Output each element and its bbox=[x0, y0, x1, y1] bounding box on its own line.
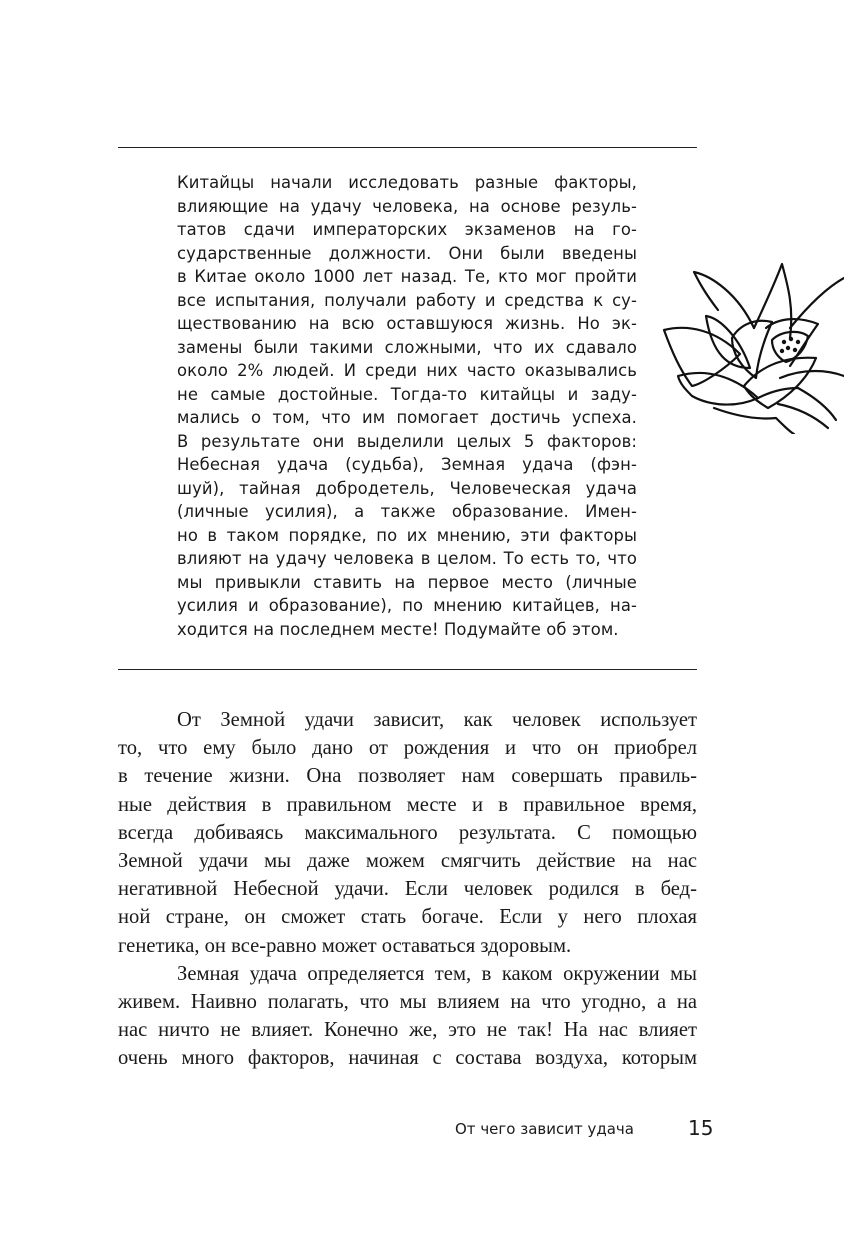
sidebar-line: Небесная удача (судьба), Земная удача (фэн- bbox=[177, 455, 637, 474]
sidebar-line: влияют на удачу человека в целом. То есть то, что bbox=[177, 549, 637, 568]
body-line: живем. Наивно полагать, что мы влияем на что угодно, а на bbox=[118, 991, 697, 1014]
sidebar-line: ществованию на всю оставшуюся жизнь. Но эк- bbox=[177, 314, 637, 333]
body-line: ной стране, он сможет стать богаче. Если у него плохая bbox=[118, 906, 697, 929]
sidebar-line: но в таком порядке, по их мнению, эти факторы bbox=[177, 525, 637, 545]
sidebar-top-rule bbox=[118, 147, 697, 148]
body-line: то, что ему было дано от рождения и что он приобрел bbox=[118, 737, 697, 760]
sidebar-line: около 2% людей. И среди них часто оказывались bbox=[177, 361, 637, 380]
body-line: Земная удача определяется тем, в каком окружении мы bbox=[177, 962, 697, 985]
sidebar-line: замены были такими сложными, что их сдавало bbox=[177, 337, 637, 357]
sidebar-line: мы привыкли ставить на первое место (личные bbox=[177, 572, 637, 592]
sidebar-line: мались о том, что им помогает достичь успеха. bbox=[177, 408, 637, 427]
body-line: всегда добиваясь максимального результата. С помощью bbox=[118, 821, 697, 844]
body-line: нас ничто не влияет. Конечно же, это не так! На нас влияет bbox=[118, 1019, 697, 1042]
body-line: негативной Небесной удачи. Если человек родился в бед- bbox=[118, 878, 697, 901]
sidebar-line: Китайцы начали исследовать разные факторы, bbox=[177, 173, 637, 192]
sidebar-line: все испытания, получали работу и средства к су- bbox=[177, 290, 637, 310]
body-line: очень много факторов, начиная с состава воздуха, которым bbox=[118, 1047, 697, 1070]
lotus-icon bbox=[658, 258, 844, 434]
sidebar-line: ходится на последнем месте! Подумайте об этом. bbox=[177, 619, 619, 639]
body-text bbox=[118, 706, 697, 1073]
sidebar-line: шуй), тайная добродетель, Человеческая удача bbox=[177, 478, 637, 498]
page-number: 15 bbox=[688, 1116, 714, 1140]
running-title: От чего зависит удача bbox=[455, 1120, 634, 1138]
sidebar-line: в Китае около 1000 лет назад. Те, кто мог пройти bbox=[177, 267, 637, 286]
sidebar-line: влияющие на удачу человека, на основе резуль- bbox=[177, 196, 637, 216]
sidebar-line: (личные усилия), а также образование. Имен- bbox=[177, 502, 637, 521]
body-line: ные действия в правильном месте и в правильное время, bbox=[118, 793, 697, 816]
body-line: в течение жизни. Она позволяет нам совершать правиль- bbox=[118, 765, 697, 788]
body-line: От Земной удачи зависит, как человек использует bbox=[177, 709, 697, 731]
body-line: Земной удачи мы даже можем смягчить действие на нас bbox=[118, 850, 697, 873]
sidebar-box bbox=[177, 171, 637, 641]
sidebar-bottom-rule bbox=[118, 669, 697, 670]
body-line: генетика, он все-равно может оставаться здоровым. bbox=[118, 934, 572, 957]
sidebar-line: не самые достойные. Тогда-то китайцы и заду- bbox=[177, 384, 637, 404]
sidebar-line: В результате они выделили целых 5 факторов: bbox=[177, 431, 637, 451]
sidebar-line: татов сдачи императорских экзаменов на го- bbox=[177, 220, 637, 239]
sidebar-line: усилия и образование), по мнению китайцев, на- bbox=[177, 596, 637, 615]
sidebar-line: сударственные должности. Они были введены bbox=[177, 243, 637, 263]
